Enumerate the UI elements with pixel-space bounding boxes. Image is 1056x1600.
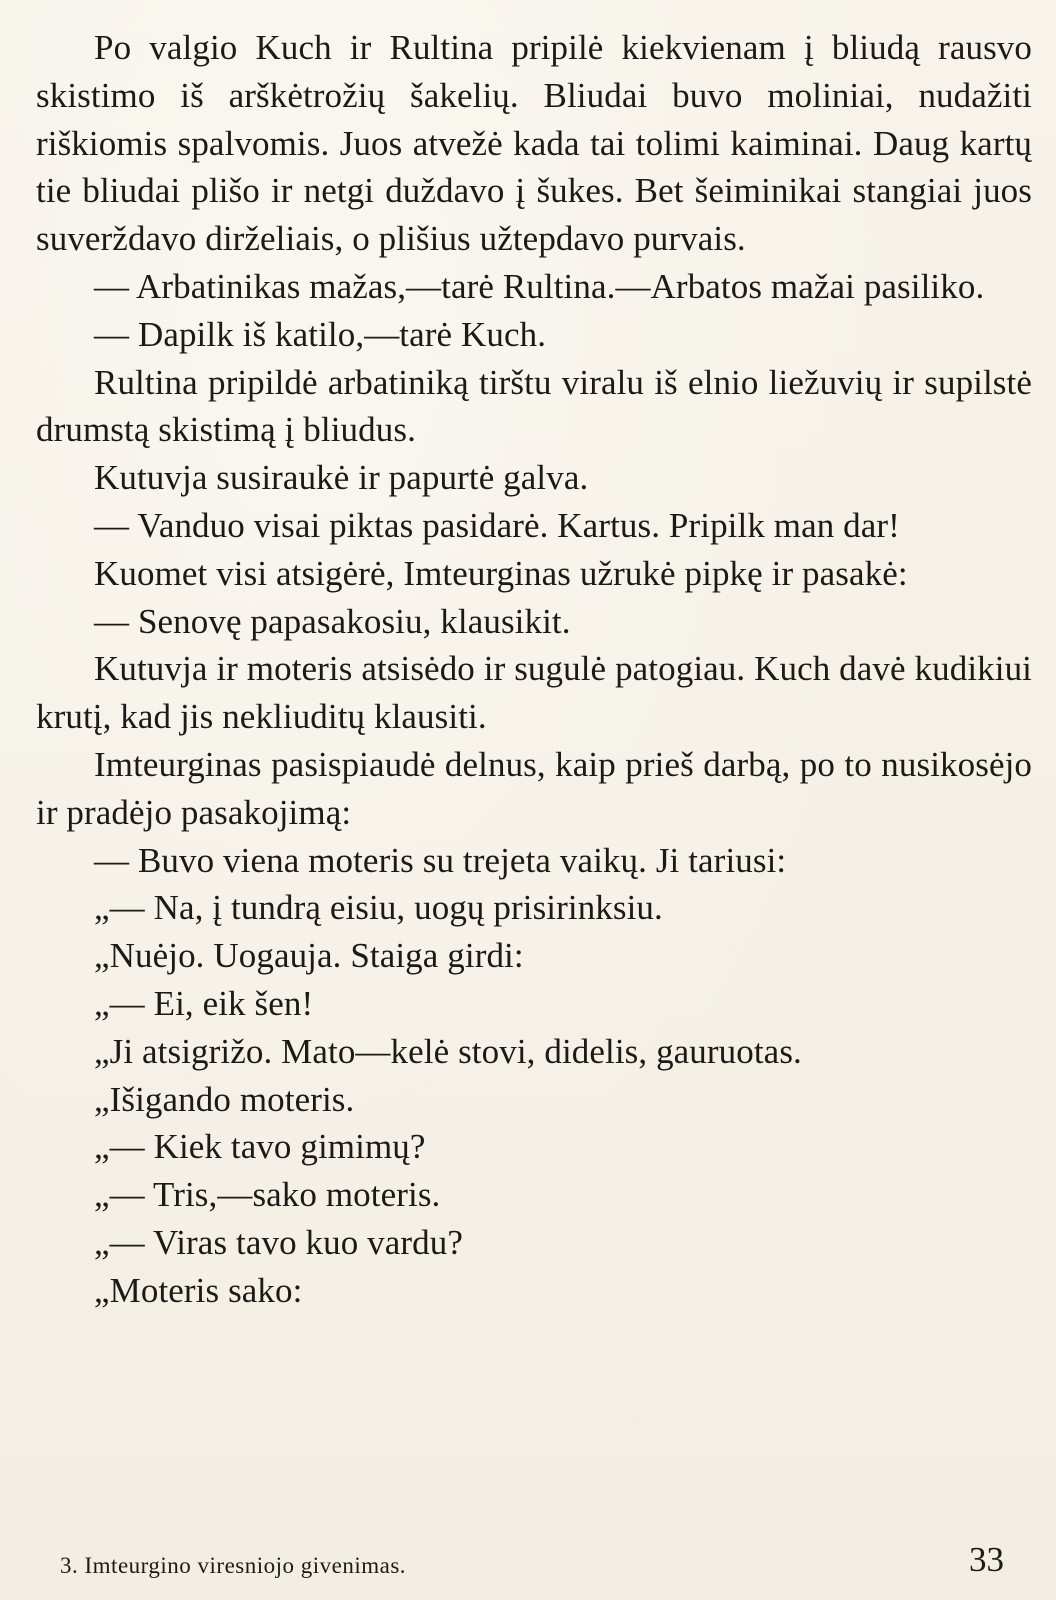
signature-mark: 3. Imteurgino viresniojo givenimas. xyxy=(60,1553,407,1578)
paragraph: „— Na, į tundrą eisiu, uogų prisirinksiu. xyxy=(94,888,663,928)
paragraph: „Nuėjo. Uogauja. Staiga girdi: xyxy=(94,936,524,976)
paragraph: Kutuvja susiraukė ir papurtė galva. xyxy=(94,458,589,498)
paragraph: „Išigando moteris. xyxy=(94,1079,355,1119)
paragraph: Kuomet visi atsigėrė, Imteurginas užrukė pipkę ir pasakė: xyxy=(94,553,908,593)
paragraph: „Moteris sako: xyxy=(94,1270,303,1310)
body-text xyxy=(36,24,1032,1315)
paragraph: „— Viras tavo kuo vardu? xyxy=(94,1222,463,1262)
paragraph: Po valgio Kuch ir Rultina pripilė kiekvienam į bliudą rausvo skistimo iš arškėtrožių šakelių. Bliudai buvo moliniai, nudažiti riškiomis spalvomis. Juos atvežė kada tai tolimi kaiminai. Daug kartų tie bliudai plišo ir netgi duždavo į šukes. Bet šeiminikai stangiai juos suverždavo dirželiais, o plišius užtepdavo purvais. xyxy=(36,28,1032,259)
paragraph: „— Ei, eik šen! xyxy=(94,983,314,1023)
paragraph: — Buvo viena moteris su trejeta vaikų. Ji tariusi: xyxy=(94,840,787,880)
paragraph: — Senovę papasakosiu, klausikit. xyxy=(94,601,571,641)
paragraph: — Dapilk iš katilo,—tarė Kuch. xyxy=(94,314,547,354)
paragraph: — Arbatinikas mažas,—tarė Rultina.—Arbatos mažai pasiliko. xyxy=(94,266,985,306)
paragraph: „— Tris,—sako moteris. xyxy=(94,1175,441,1215)
paragraph: „Ji atsigrižo. Mato—kelė stovi, didelis, gauruotas. xyxy=(94,1031,802,1071)
paragraph: — Vanduo visai piktas pasidarė. Kartus. Pripilk man dar! xyxy=(94,505,900,545)
page-number: 33 xyxy=(969,1540,1004,1579)
paragraph: Imteurginas pasispiaudė delnus, kaip prieš darbą, po to nusikosėjo ir pradėjo pasakojimą: xyxy=(36,744,1032,832)
paragraph: „— Kiek tavo gimimų? xyxy=(94,1127,426,1167)
paragraph: Kutuvja ir moteris atsisėdo ir sugulė patogiau. Kuch davė kudikiui krutį, kad jis nekliuditų klausiti. xyxy=(36,649,1032,737)
paragraph: Rultina pripildė arbatiniką tirštu viralu iš elnio liežuvių ir supilstė drumstą skistimą į bliudus. xyxy=(36,362,1032,450)
